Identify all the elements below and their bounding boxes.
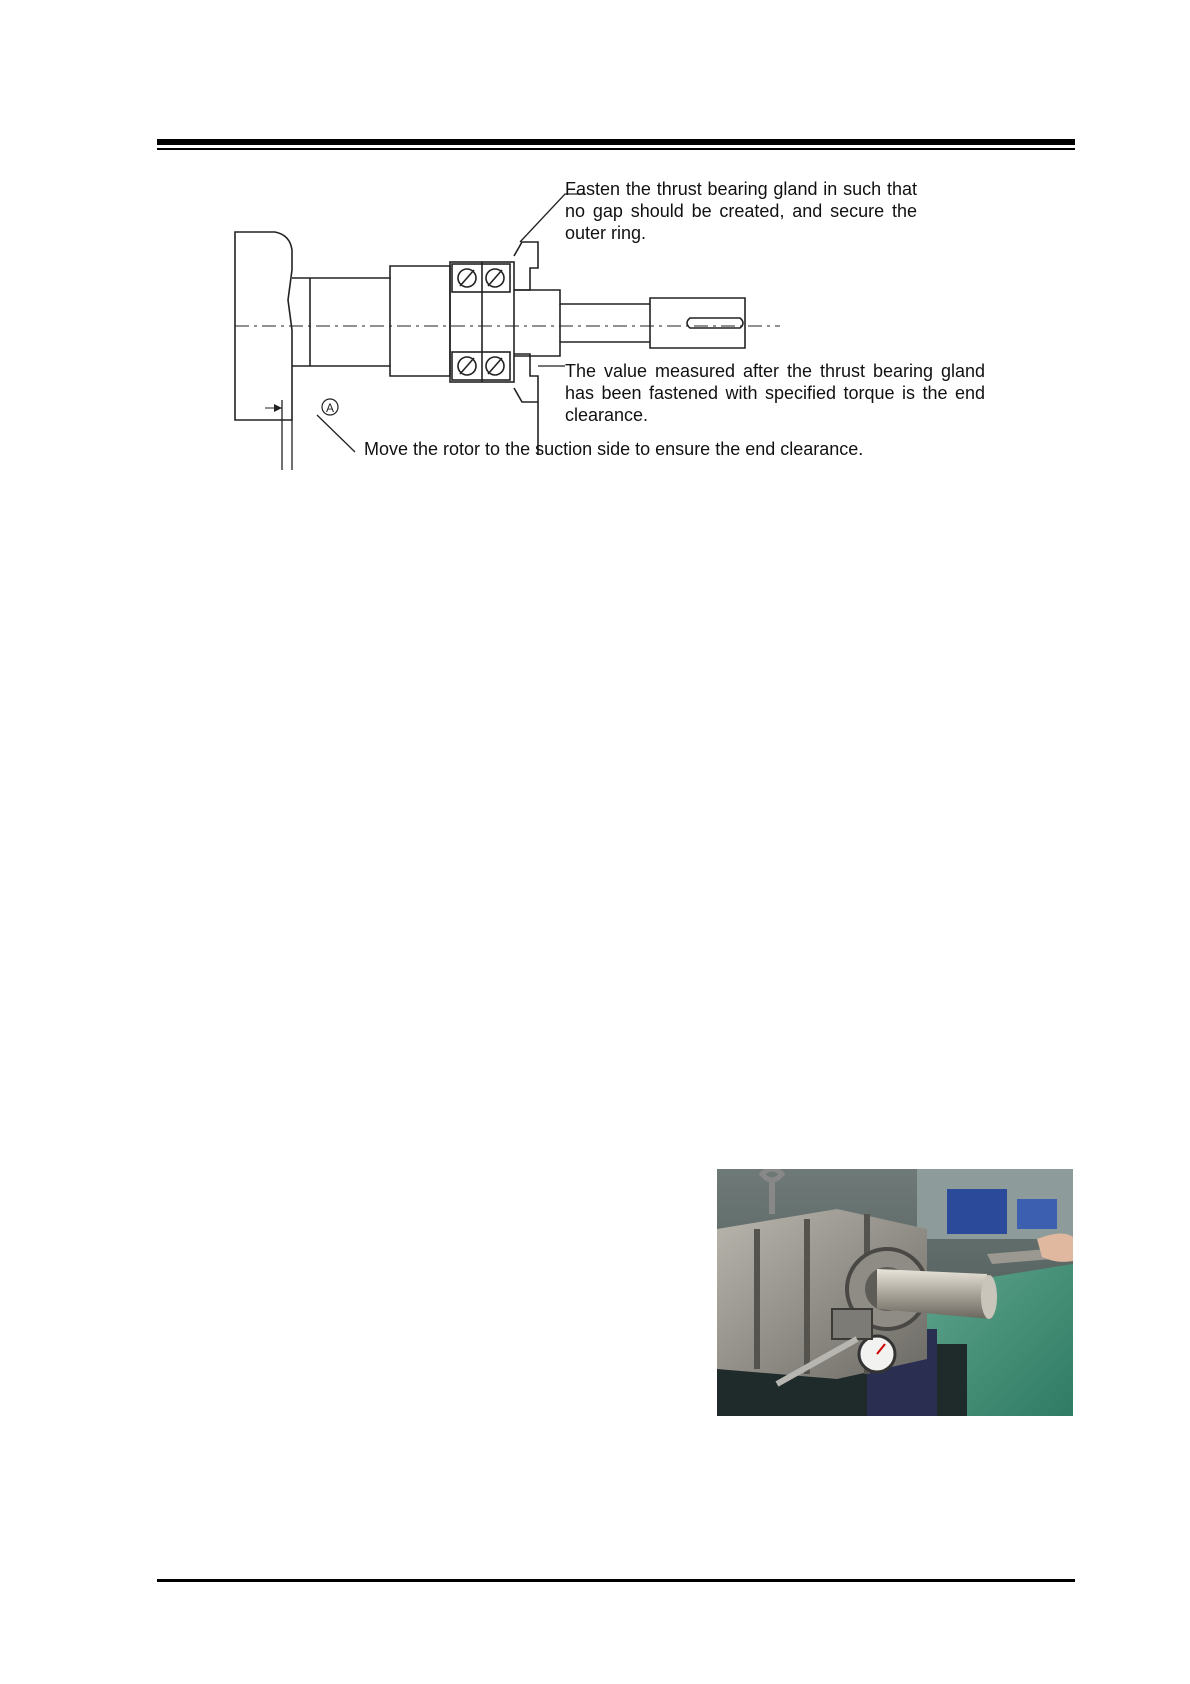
end-clearance-callout: The value measured after the thrust bearing gland has been fastened with specified torque is the end clearance. — [565, 361, 985, 425]
header-rule — [157, 139, 1075, 150]
gland-callout: Fasten the thrust bearing gland in such that no gap should be created, and secure the outer ring. — [565, 179, 917, 243]
end-clearance-diagram — [220, 170, 1020, 480]
measurement-photo — [717, 1169, 1073, 1416]
footer-rule — [157, 1579, 1075, 1582]
photo-illustration — [717, 1169, 1073, 1416]
rotor-suction-callout: Move the rotor to the suction side to ensure the end clearance. — [364, 439, 864, 459]
marker-a-label: A — [325, 401, 335, 415]
